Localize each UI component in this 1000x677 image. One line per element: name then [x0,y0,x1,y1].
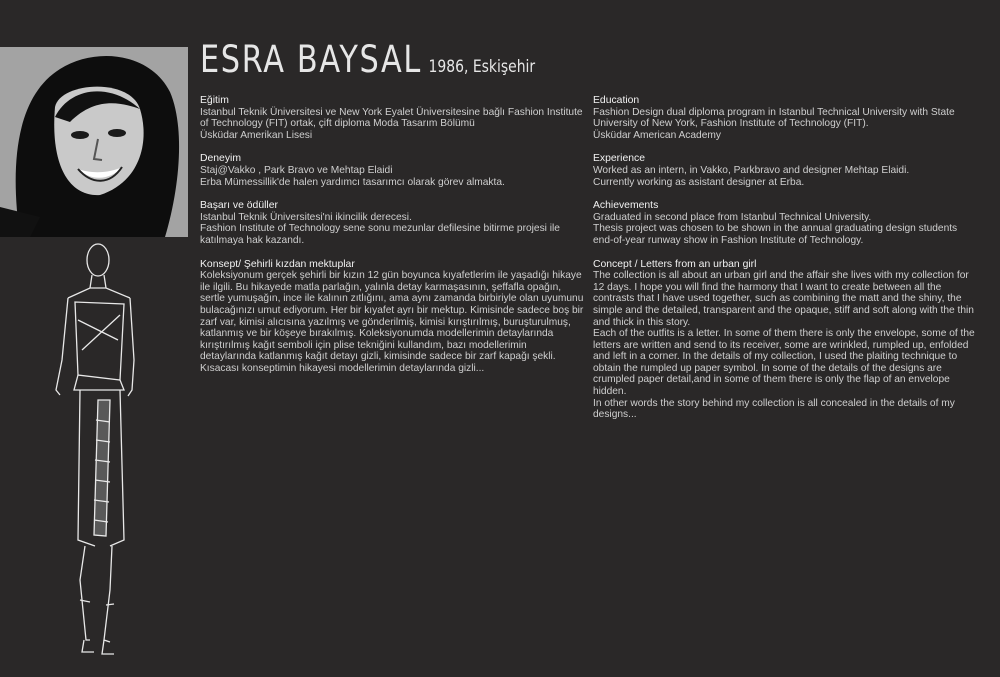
section-text: The collection is all about an urban girl and the affair she lives with my collection for 12 days. I hope you will find the harmony that I want to create between all the contrasts that I have used together, such as combining the matt and the shiny, the simple and the detailed, transparent and the opaque, stiff and soft along with the thin and thick in this story. [593,270,974,328]
section-text: Graduated in second place from Istanbul Technical University. [593,211,872,223]
section-basari [200,200,585,246]
section-text: Currently working as asistant designer at Erba. [593,176,805,188]
section-text: Üsküdar American Academy [593,129,721,141]
section-text: Üsküdar Amerikan Lisesi [200,129,313,141]
birth-info: 1986, Eskişehir [428,57,536,77]
section-text: Koleksiyonum gerçek şehirli bir kızın 12 gün boyunca kıyafetlerim ile yaşadığı hikaye ile ilgili. Bu hikayede matla parlağın, yalınla detay karmaşasının, şeffafla opağın, sertle yumuşağın, ince ile kalının zıtlığını, ama aynı zamanda birbiriyle olan uyumunu bulacağınızı umut ediyorum. Her bir kıyafet ayrı bir mektup. Kimisinde sadece boş bir zarf var, kimisi alıcısına yazılmış ve gönderilmiş, kimisi kırıştırılmış, buruşturulmuş, katlanmış ve bir köşeye bırakılmış. Koleksiyonumda modellerimin detaylarında kırıştırılmış kağıt semboli için plise tekniğini kullandım, bazı modellerimin detaylarında katlanmış kağıt detayı gizli, kimisinde sadece bir zarf kapağı şekli. Kısacası konseptimin hikayesi modellerimin detaylarında gizli... [200,270,584,374]
section-title: Concept / Letters from an urban girl [593,258,757,270]
section-text: Erba Mümessillik'de halen yardımcı tasarımcı olarak görev almakta. [200,176,505,188]
section-text: Each of the outfits is a letter. In some of them there is only the envelope, some of the letters are written and send to its receiver, some are wrinkled, rumpled up, enfolded and left in a corner. In the details of my collection, I used the plaiting technique to obtain the rumpled up paper symbol. In some of the details of the designs are crumpled paper detail,and in some of them there is only the flap of an envelope hidden. [593,328,975,398]
section-title: Achievements [593,200,659,212]
section-experience [593,153,978,188]
fashion-sketch [20,240,160,665]
section-title: Başarı ve ödüller [200,200,278,212]
section-text: Staj@Vakko , Park Bravo ve Mehtap Elaidi [200,164,393,176]
section-title: Eğitim [200,95,229,106]
section-deneyim [200,153,585,188]
name-text: ESRA BAYSAL [200,38,422,81]
section-title: Konsept/ Şehirli kızdan mektuplar [200,258,355,270]
section-education [593,95,978,141]
section-concept [593,259,978,421]
section-text: Istanbul Teknik Üniversitesi ve New York Eyalet Üniversitesine bağlı Fashion Institute of Technology (FIT) ortak, çift diploma Moda Tasarım Bölümü [200,106,583,130]
section-egitim [200,95,585,141]
section-text: Thesis project was chosen to be shown in the annual graduating design students end-of-year runway show in Fashion Institute of Technology. [593,223,958,246]
section-title: Experience [593,153,645,165]
section-title: Deneyim [200,153,241,165]
person-name [200,38,535,89]
section-title: Education [593,95,640,106]
turkish-column [200,95,585,386]
section-text: Istanbul Teknik Üniversitesi'ni ikincilik derecesi. [200,211,412,223]
section-achievements [593,200,978,246]
section-text: In other words the story behind my collection is all concealed in the details of my designs... [593,397,955,421]
english-column [593,95,978,433]
portrait-photo [0,47,188,237]
section-text: Fashion Institute of Technology sene sonu mezunlar defilesine bitirme projesi ile katılmaya hak kazandı. [200,223,560,246]
section-text: Fashion Design dual diploma program in Istanbul Technical University with State University of New York, Fashion Institute of Technology (FIT). [593,106,955,130]
section-text: Worked as an intern, in Vakko, Parkbravo and designer Mehtap Elaidi. [593,164,910,176]
section-konsept [200,259,585,375]
